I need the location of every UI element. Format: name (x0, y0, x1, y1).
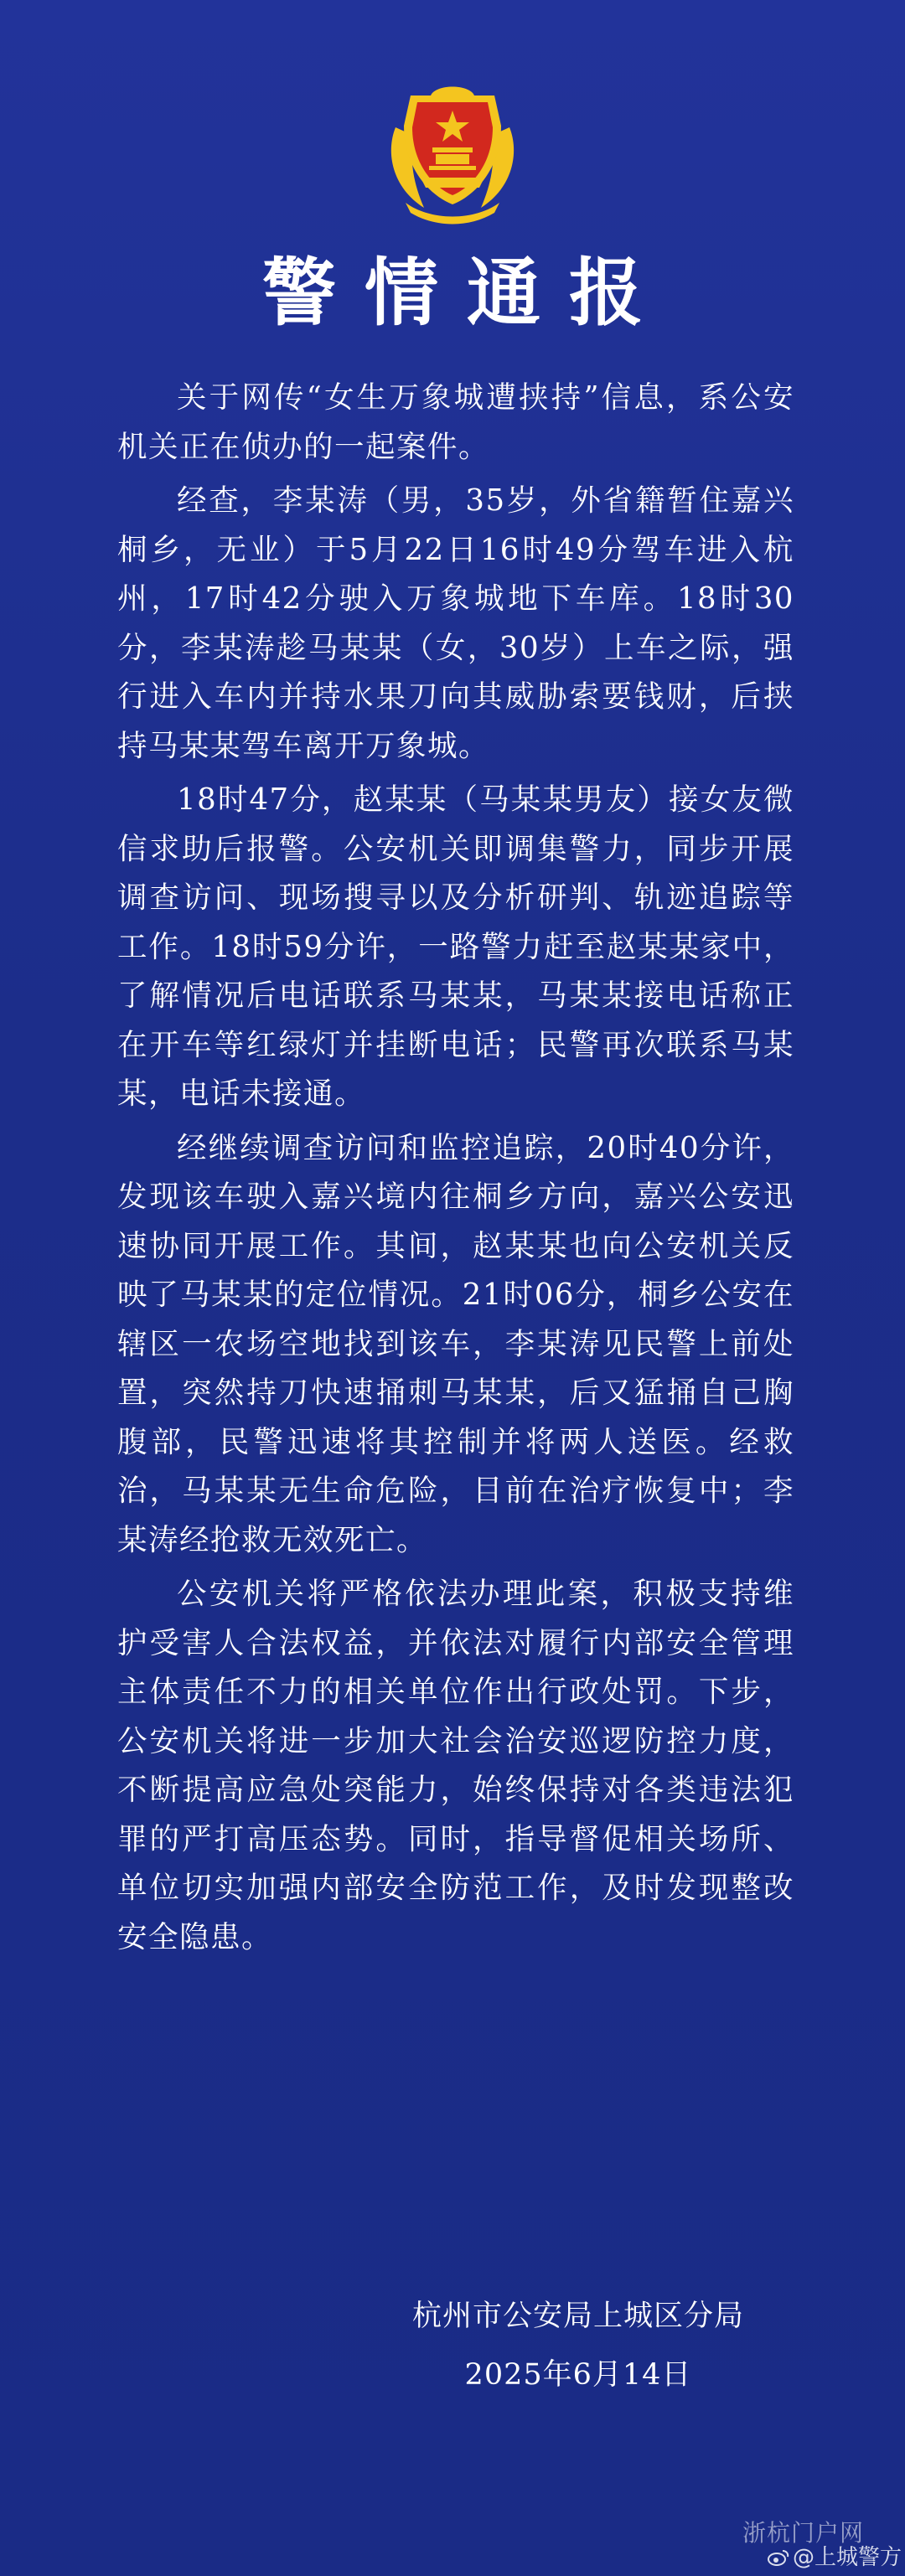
paragraph: 关于网传“女生万象城遭挟持”信息，系公安机关正在侦办的一起案件。 (117, 380, 794, 464)
signature-block (0, 2287, 905, 2404)
issuer-name: 杭州市公安局上城区分局 (411, 2300, 744, 2333)
police-emblem-icon (380, 77, 525, 226)
paragraph: 公安机关将严格依法办理此案，积极支持维护受害人合法权益，并依法对履行内部安全管理主体责任不力的相关单位作出行政处罚。下步，公安机关将进一步加大社会治安巡逻防控力度，不断提高应急处突能力，始终保持对各类违法犯罪的严打高压态势。同时，指导督促相关场所、单位切实加强内部安全防范工作，及时发现整改安全隐患。 (117, 1577, 794, 1954)
paragraph: 18时47分，赵某某（马某某男友）接女友微信求助后报警。公安机关即调集警力，同步开展调查访问、现场搜寻以及分析研判、轨迹追踪等工作。18时59分许，一路警力赶至赵某某家中，了解情况后电话联系马某某，马某某接电话称正在开车等红绿灯并挂断电话；民警再次联系马某某，电话未接通。 (117, 782, 794, 1111)
paragraph: 经继续调查访问和监控追踪，20时40分许，发现该车驶入嘉兴境内往桐乡方向，嘉兴公安迅速协同开展工作。其间，赵某某也向公安机关反映了马某某的定位情况。21时06分，桐乡公安在辖区一农场空地找到该车，李某涛见民警上前处置，突然持刀快速捅刺马某某，后又猛捅自己胸腹部，民警迅速将其控制并将两人送医。经救治，马某某无生命危险，目前在治疗恢复中；李某涛经抢救无效死亡。 (117, 1130, 794, 1557)
notice-body (117, 374, 794, 1967)
page-title: 警情通报 (261, 250, 671, 336)
site-watermark: 浙杭门户网 (742, 2519, 865, 2547)
account-watermark (768, 2540, 902, 2571)
paragraph: 经查，李某涛（男，35岁，外省籍暂住嘉兴桐乡，无业）于5月22日16时49分驾车进入杭州，17时42分驶入万象城地下车库。18时30分，李某涛趁马某某（女，30岁）上车之际，强行进入车内并持水果刀向其威胁索要钱财，后挟持马某某驾车离开万象城。 (117, 483, 794, 763)
account-name: @上城警方 (793, 2545, 902, 2570)
issue-date: 2025年6月14日 (464, 2358, 692, 2392)
weibo-icon (768, 2548, 789, 2567)
